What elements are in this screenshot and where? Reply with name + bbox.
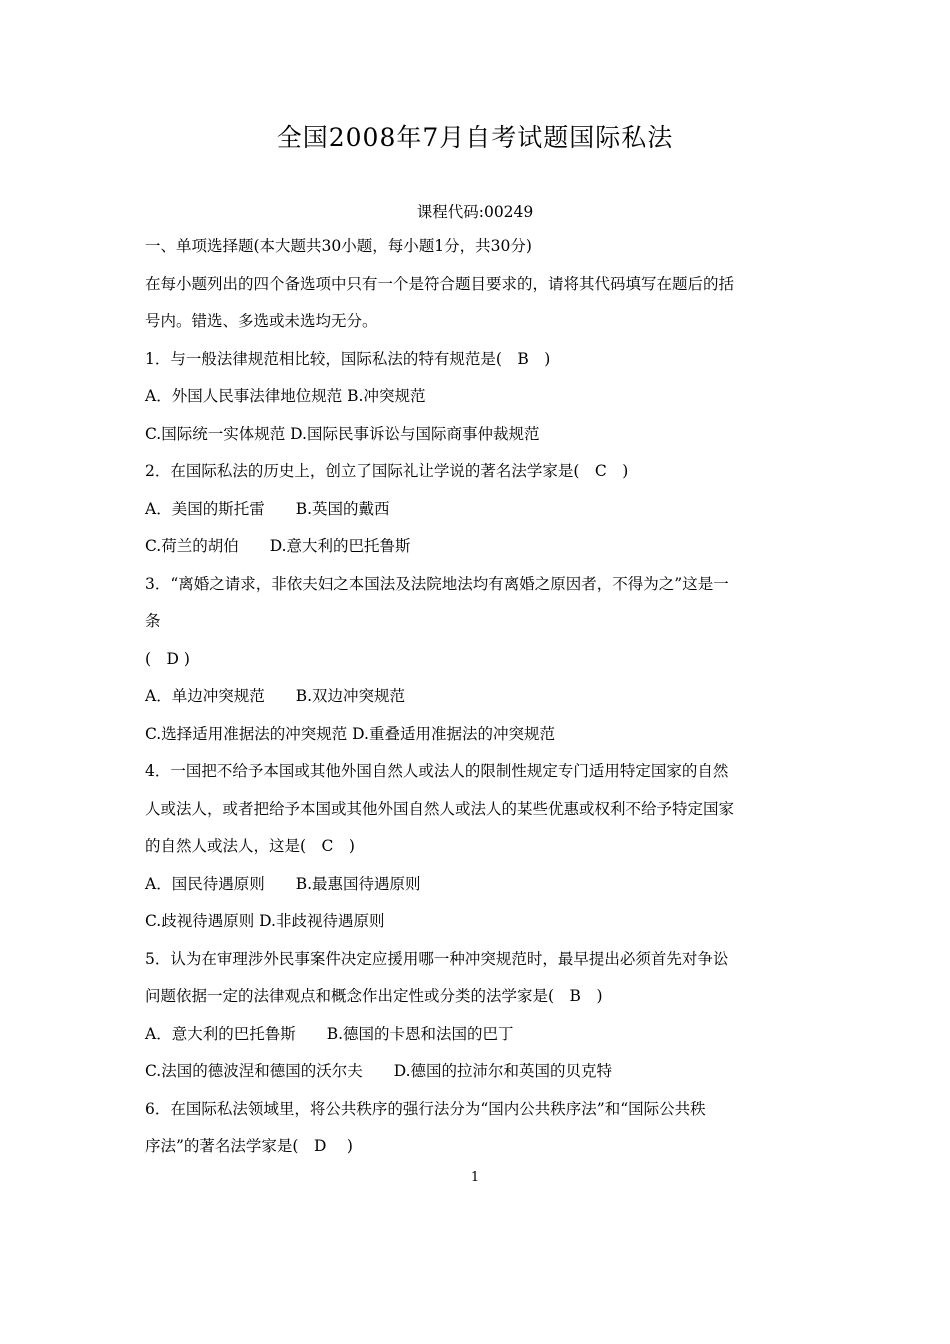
question-4: 人或法人，或者把给予本国或其他外国自然人或法人的某些优惠或权利不给予特定国家: [145, 799, 735, 818]
question-3-answer: ( D ): [145, 649, 190, 668]
course-code: 课程代码:00249: [416, 203, 534, 221]
instruction-line: 号内。错选、多选或未选均无分。: [145, 312, 378, 330]
question-3: 条: [145, 612, 161, 630]
question-body: [145, 234, 810, 1172]
question-4-options: C.歧视待遇原则 D.非歧视待遇原则: [145, 912, 385, 930]
question-6: 序法”的著名法学家是( D ): [145, 1137, 353, 1155]
question-3-options: C.选择适用准据法的冲突规范 D.重叠适用准据法的冲突规范: [145, 724, 555, 743]
page-number: 1: [470, 1170, 480, 1185]
instruction-line: 在每小题列出的四个备选项中只有一个是符合题目要求的，请将其代码填写在题后的括: [145, 274, 735, 293]
question-4-options: A．国民待遇原则 B.最惠国待遇原则: [145, 874, 421, 893]
question-3: 3．“离婚之请求，非依夫妇之本国法及法院地法均有离婚之原因者，不得为之”这是一: [145, 574, 729, 593]
question-5: 问题依据一定的法律观点和概念作出定性或分类的法学家是( B ): [145, 987, 603, 1005]
question-5-options: A．意大利的巴托鲁斯 B.德国的卡恩和法国的巴丁: [145, 1024, 514, 1043]
question-2-options: C.荷兰的胡伯 D.意大利的巴托鲁斯: [145, 537, 411, 555]
question-2: 2．在国际私法的历史上，创立了国际礼让学说的著名法学家是( C ): [145, 462, 629, 480]
question-4: 的自然人或法人，这是( C ): [145, 837, 355, 855]
question-3-options: A．单边冲突规范 B.双边冲突规范: [145, 687, 406, 705]
page-title: 全国2008年7月自考试题国际私法: [276, 123, 674, 152]
question-6: 6．在国际私法领域里，将公共秩序的强行法分为“国内公共秩序法”和“国际公共秩: [145, 1099, 706, 1118]
question-1-options: A．外国人民事法律地位规范 B.冲突规范: [145, 387, 426, 405]
question-5: 5．认为在审理涉外民事案件决定应援用哪一种冲突规范时，最早提出必须首先对争讼: [145, 949, 729, 968]
question-5-options: C.法国的德波涅和德国的沃尔夫 D.德国的拉沛尔和英国的贝克特: [145, 1062, 613, 1080]
question-4: 4．一国把不给予本国或其他外国自然人或法人的限制性规定专门适用特定国家的自然: [145, 762, 729, 780]
question-1-options: C.国际统一实体规范 D.国际民事诉讼与国际商事仲裁规范: [145, 424, 540, 443]
question-2-options: A．美国的斯托雷 B.英国的戴西: [145, 499, 390, 518]
question-1: 1．与一般法律规范相比较，国际私法的特有规范是( B ): [145, 349, 551, 368]
section-heading: 一、单项选择题(本大题共30小题，每小题1分，共30分): [145, 237, 532, 255]
